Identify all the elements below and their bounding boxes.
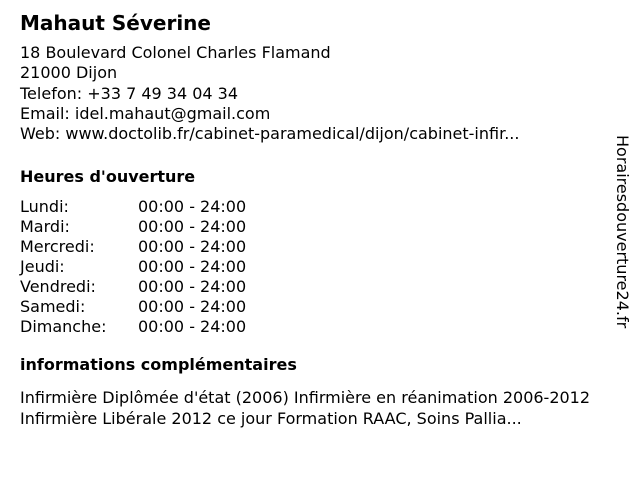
hours-row-friday — [20, 277, 620, 297]
opening-hours-list — [20, 197, 620, 337]
business-card — [20, 10, 620, 429]
hours-row-saturday — [20, 297, 620, 317]
day-label: Lundi: — [20, 197, 69, 217]
business-name: Mahaut Séverine — [20, 11, 211, 35]
time-range: 00:00 - 24:00 — [138, 317, 247, 337]
hours-row-wednesday — [20, 237, 620, 257]
day-label: Mercredi: — [20, 237, 95, 257]
site-watermark: Horairesdouverture24.fr — [613, 135, 632, 329]
address-street: 18 Boulevard Colonel Charles Flamand — [20, 43, 331, 62]
hours-row-sunday — [20, 317, 620, 337]
day-label: Samedi: — [20, 297, 86, 317]
hours-row-thursday — [20, 257, 620, 277]
time-range: 00:00 - 24:00 — [138, 217, 247, 237]
additional-info-heading: informations complémentaires — [20, 355, 297, 375]
additional-info-text: Infirmière Diplômée d'état (2006) Infirmière en réanimation 2006-2012 Infirmière Libérale 2012 ce jour Formation RAAC, Soins Pallia... — [20, 388, 591, 429]
day-label: Jeudi: — [20, 257, 65, 277]
day-label: Dimanche: — [20, 317, 107, 337]
time-range: 00:00 - 24:00 — [138, 237, 247, 257]
day-label: Vendredi: — [20, 277, 96, 297]
time-range: 00:00 - 24:00 — [138, 277, 247, 297]
opening-hours-heading: Heures d'ouverture — [20, 167, 196, 187]
phone-number[interactable]: Telefon: +33 7 49 34 04 34 — [20, 83, 239, 103]
time-range: 00:00 - 24:00 — [138, 297, 247, 317]
address-city: 21000 Dijon — [20, 63, 118, 83]
email-address[interactable]: Email: idel.mahaut@gmail.com — [20, 103, 271, 123]
website-link[interactable]: Web: www.doctolib.fr/cabinet-paramedical/dijon/cabinet-infir... — [20, 124, 520, 144]
contact-block — [20, 43, 620, 144]
day-label: Mardi: — [20, 217, 70, 237]
hours-row-monday — [20, 197, 620, 217]
hours-row-tuesday — [20, 217, 620, 237]
time-range: 00:00 - 24:00 — [138, 257, 247, 277]
time-range: 00:00 - 24:00 — [138, 197, 247, 217]
